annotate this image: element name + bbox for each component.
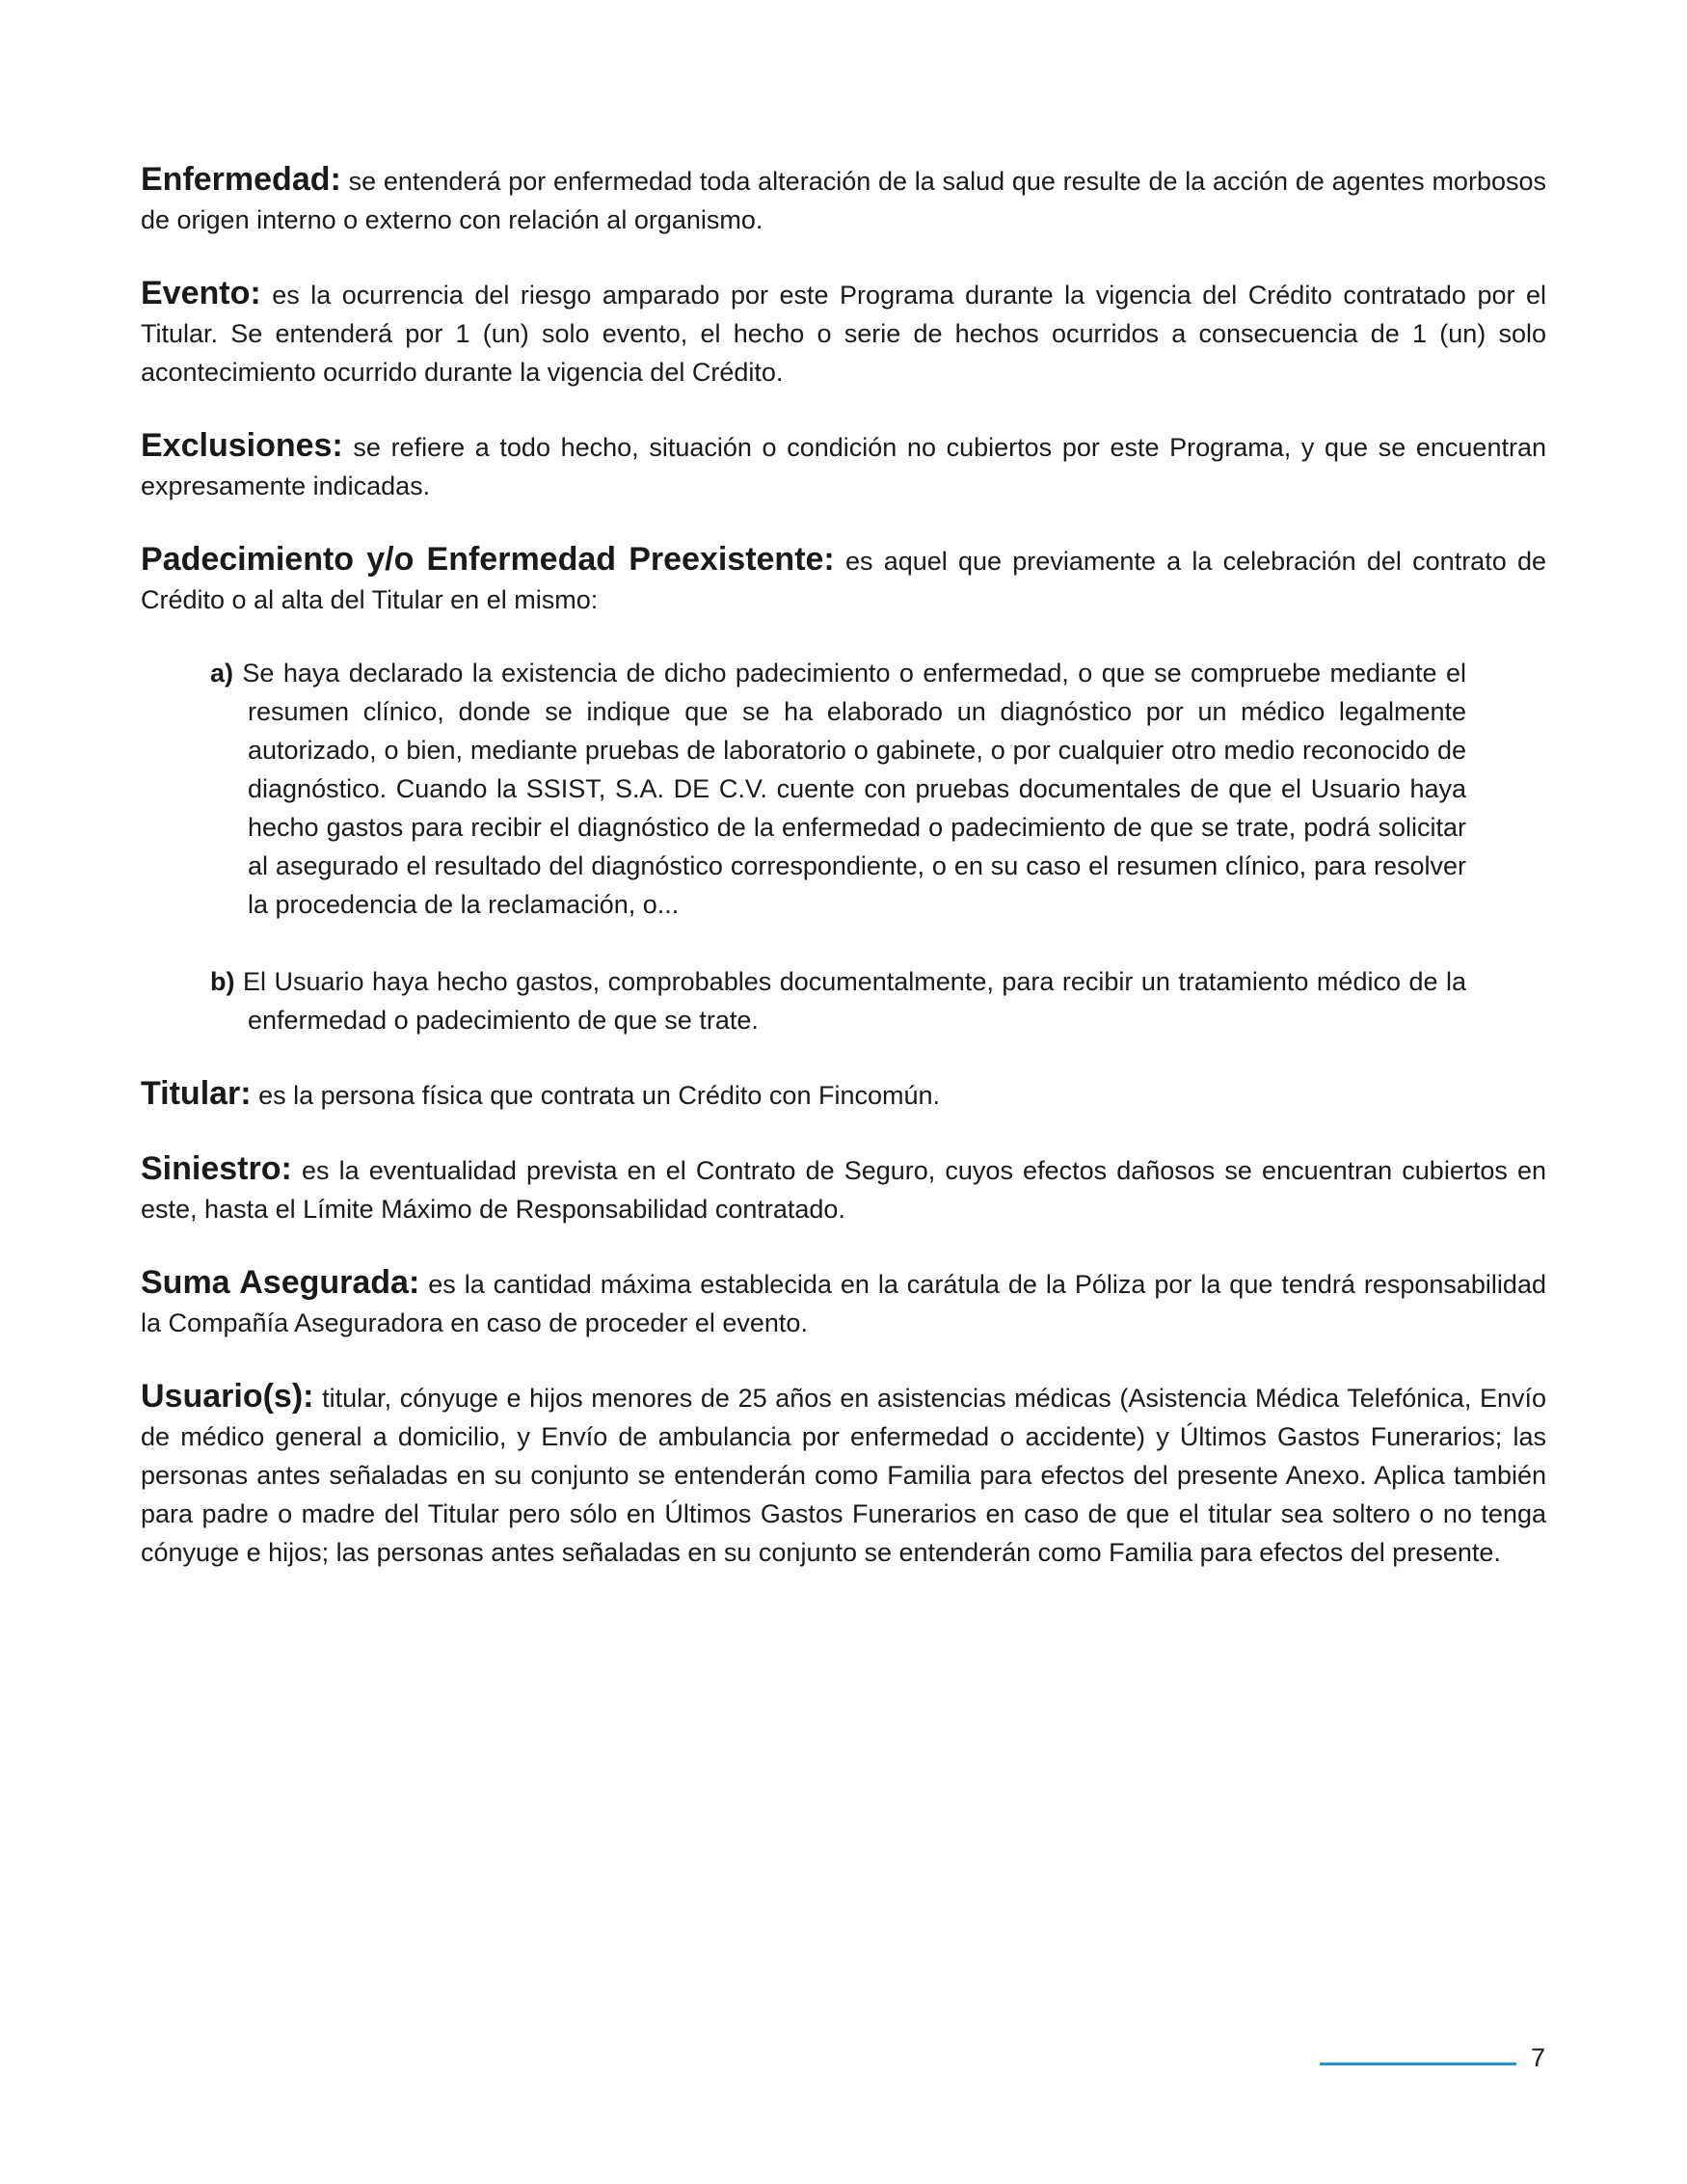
definition-siniestro	[141, 1149, 1546, 1228]
definition-enfermedad	[141, 160, 1546, 239]
definition-term: Suma Asegurada:	[141, 1264, 420, 1301]
list-item-a	[210, 654, 1466, 924]
definition-term: Exclusiones:	[141, 427, 343, 464]
definition-text: es la ocurrencia del riesgo amparado por este Programa durante la vigencia del Crédito contratado por el Titular. Se entenderá por 1 (un) solo evento, el hecho o serie de hechos ocurridos a consecuencia de 1 (un) solo acontecimiento ocurrido durante la vigencia del Crédito.	[141, 281, 1546, 387]
definition-text: es aquel que previamente a la celebración del contrato de Crédito o al alta del Titular en el mismo:	[141, 547, 1546, 614]
definition-term: Enfermedad:	[141, 161, 341, 198]
page-number: 7	[1531, 2043, 1546, 2072]
definition-evento	[141, 274, 1546, 391]
definition-term: Evento:	[141, 275, 261, 311]
list-item-label: b)	[210, 967, 235, 996]
definition-text: se entenderá por enfermedad toda alteración de la salud que resulte de la acción de agentes morbosos de origen interno o externo con relación al organismo.	[141, 167, 1546, 234]
definition-text: es la cantidad máxima establecida en la carátula de la Póliza por la que tendrá responsabilidad la Compañía Aseguradora en caso de proceder el evento.	[141, 1270, 1546, 1337]
preexisting-conditions-list	[210, 654, 1466, 1039]
definition-preexistente	[141, 540, 1546, 619]
footer-accent-line	[1320, 2063, 1516, 2065]
definition-term: Titular:	[141, 1075, 252, 1112]
definition-exclusiones	[141, 426, 1546, 505]
definition-text: titular, cónyuge e hijos menores de 25 años en asistencias médicas (Asistencia Médica Telefónica, Envío de médico general a domicilio, y Envío de ambulancia por enfermedad o accidente) y Últimos Gastos Funerarios; las personas antes señaladas en su conjunto se entenderán como Familia para efectos del presente Anexo. Aplica también para padre o madre del Titular pero sólo en Últimos Gastos Funerarios en caso de que el titular sea soltero o no tenga cónyuge e hijos; las personas antes señaladas en su conjunto se entenderán como Familia para efectos del presente.	[141, 1384, 1546, 1567]
list-item-b	[210, 962, 1466, 1039]
list-item-text: Se haya declarado la existencia de dicho padecimiento o enfermedad, o que se compruebe mediante el resumen clínico, donde se indique que se ha elaborado un diagnóstico por un médico legalmente autorizado, o bien, mediante pruebas de laboratorio o gabinete, o por cualquier otro medio reconocido de diagnóstico. Cuando la SSIST, S.A. DE C.V. cuente con pruebas documentales de que el Usuario haya hecho gastos para recibir el diagnóstico de la enfermedad o padecimiento de que se trate, podrá solicitar al asegurado el resultado del diagnóstico correspondiente, o en su caso el resumen clínico, para resolver la procedencia de la reclamación, o...	[242, 659, 1466, 919]
definitions-section	[141, 160, 1546, 1606]
definition-usuarios	[141, 1377, 1546, 1572]
definition-text: es la persona física que contrata un Crédito con Fincomún.	[258, 1081, 941, 1110]
definition-titular	[141, 1074, 1546, 1115]
list-item-label: a)	[210, 659, 234, 688]
definition-suma-asegurada	[141, 1263, 1546, 1342]
definition-text: es la eventualidad prevista en el Contrato de Seguro, cuyos efectos dañosos se encuentran cubiertos en este, hasta el Límite Máximo de Responsabilidad contratado.	[141, 1156, 1546, 1224]
definition-term: Siniestro:	[141, 1150, 292, 1187]
definition-term: Usuario(s):	[141, 1378, 314, 1415]
definition-term: Padecimiento y/o Enfermedad Preexistente:	[141, 541, 835, 578]
definition-text: se refiere a todo hecho, situación o condición no cubiertos por este Programa, y que se encuentran expresamente indicadas.	[141, 433, 1546, 500]
list-item-text: El Usuario haya hecho gastos, comprobables documentalmente, para recibir un tratamiento médico de la enfermedad o padecimiento de que se trate.	[242, 967, 1466, 1035]
